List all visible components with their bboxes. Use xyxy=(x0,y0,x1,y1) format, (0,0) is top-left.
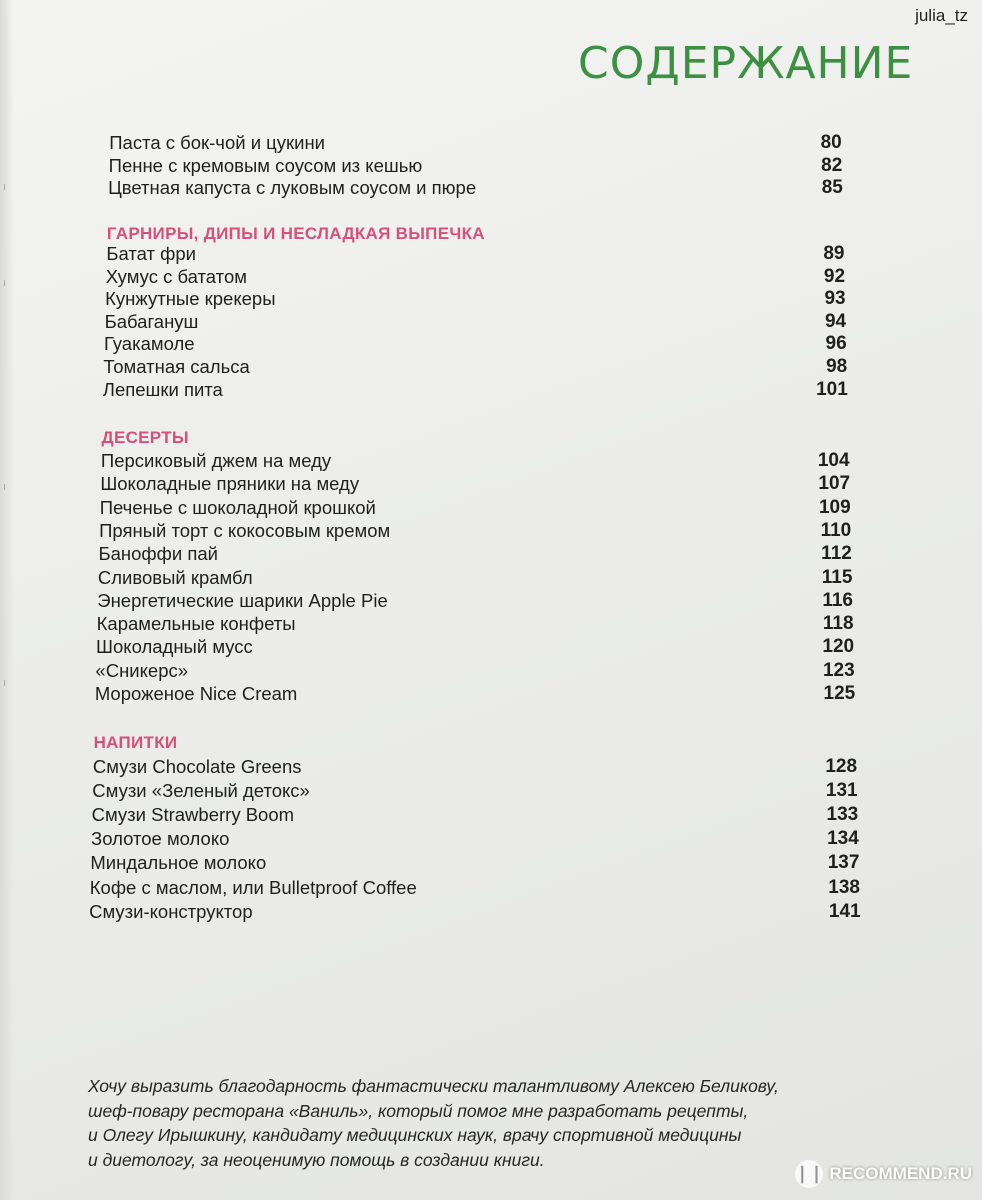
toc-entry xyxy=(0,288,982,312)
recommend-logo-icon: ❘❘ xyxy=(795,1160,823,1188)
toc-entry xyxy=(0,543,982,567)
user-watermark: julia_tz xyxy=(915,6,968,25)
entry-page-number: 131 xyxy=(825,780,858,802)
toc-entry xyxy=(0,450,982,474)
toc-entry xyxy=(0,660,982,684)
entry-title: Паста с бок-чой и цукини xyxy=(109,132,326,153)
entry-page-number: 115 xyxy=(821,566,853,588)
entry-title: Смузи Strawberry Boom xyxy=(91,804,295,826)
entry-title: Баноффи пай xyxy=(98,543,218,565)
entry-page-number: 112 xyxy=(821,543,852,565)
entry-page-number: 85 xyxy=(821,177,843,198)
entry-title: Лепешки пита xyxy=(102,378,223,400)
toc-entry xyxy=(0,756,982,780)
acknowledgement-line: Хочу выразить благодарность фантастически талантливому Алексею Беликову, xyxy=(88,1076,779,1096)
entry-page-number: 109 xyxy=(818,496,851,518)
entry-title: Мороженое Nice Cream xyxy=(94,683,298,704)
toc-entry xyxy=(0,266,982,290)
page-title: СОДЕРЖАНИЕ xyxy=(578,38,914,89)
entry-page-number: 80 xyxy=(820,132,842,153)
site-watermark-text: RECOMMEND.RU xyxy=(829,1164,972,1183)
entry-page-number: 92 xyxy=(823,265,846,287)
acknowledgement-line: шеф-повару ресторана «Ваниль», который помог мне разработать рецепты, xyxy=(88,1100,749,1121)
entry-title: Хумус с бататом xyxy=(105,265,247,287)
entry-page-number: 138 xyxy=(828,876,860,898)
entry-title: Энергетические шарики Apple Pie xyxy=(97,589,388,611)
entry-title: Миндальное молоко xyxy=(90,852,267,874)
toc-entry xyxy=(0,473,982,497)
entry-page-number: 89 xyxy=(823,243,845,264)
entry-page-number: 110 xyxy=(820,519,852,541)
entry-page-number: 96 xyxy=(825,333,847,355)
toc-entry xyxy=(0,852,982,876)
entry-page-number: 107 xyxy=(818,473,851,495)
entry-title: Сливовый крамбл xyxy=(97,566,253,588)
entry-page-number: 134 xyxy=(827,828,859,850)
toc-entry xyxy=(0,780,982,804)
section-heading: ГАРНИРЫ, ДИПЫ И НЕСЛАДКАЯ ВЫПЕЧКА xyxy=(106,224,485,243)
acknowledgement-line: и Олегу Ирышкину, кандидату медицинских наук, врачу спортивной медицины xyxy=(88,1125,742,1145)
entry-title: Пряный торт с кокосовым кремом xyxy=(99,519,391,541)
entry-title: Томатная сальса xyxy=(103,356,250,377)
toc-entry xyxy=(0,901,982,925)
toc-entry xyxy=(0,497,982,521)
entry-title: Шоколадные пряники на меду xyxy=(100,473,360,495)
entry-page-number: 133 xyxy=(826,804,859,826)
entry-title: Пенне с кремовым соусом из кешью xyxy=(108,155,423,176)
entry-title: Бабагануш xyxy=(104,310,199,332)
entry-title: Карамельные конфеты xyxy=(96,613,296,635)
toc-entry xyxy=(0,132,982,156)
section-heading: НАПИТКИ xyxy=(93,733,178,752)
toc-entry xyxy=(0,379,982,403)
entry-page-number: 118 xyxy=(822,613,854,635)
entry-title: Шоколадный мусс xyxy=(96,636,253,658)
toc-entry xyxy=(0,177,982,201)
toc-entry xyxy=(0,613,982,637)
toc-entry xyxy=(0,311,982,335)
toc-entry xyxy=(0,333,982,357)
section-heading: ДЕСЕРТЫ xyxy=(101,428,189,447)
toc-entry xyxy=(0,590,982,614)
acknowledgement-line: и диетологу, за неоценимую помощь в создании книги. xyxy=(88,1149,545,1170)
toc-entry xyxy=(0,804,982,828)
toc-entry xyxy=(0,567,982,591)
entry-page-number: 120 xyxy=(822,636,855,658)
entry-title: Батат фри xyxy=(106,243,196,264)
entry-page-number: 93 xyxy=(824,288,846,310)
entry-title: Кунжутные крекеры xyxy=(105,288,276,310)
toc-entry xyxy=(0,155,982,179)
entry-page-number: 116 xyxy=(822,589,853,611)
entry-title: Печенье с шоколадной крошкой xyxy=(99,496,376,518)
entry-title: Персиковый джем на меду xyxy=(100,450,332,471)
entry-page-number: 137 xyxy=(827,852,860,874)
toc-entry xyxy=(0,683,982,707)
entry-title: Цветная капуста с луковым соусом и пюре xyxy=(108,177,477,198)
entry-title: Смузи Chocolate Greens xyxy=(92,756,302,777)
entry-title: Золотое молоко xyxy=(91,828,230,850)
entry-page-number: 123 xyxy=(822,659,855,681)
entry-page-number: 98 xyxy=(826,356,848,377)
entry-page-number: 104 xyxy=(817,450,850,471)
entry-page-number: 94 xyxy=(824,310,847,332)
entry-page-number: 82 xyxy=(821,155,843,176)
site-watermark xyxy=(795,1160,972,1188)
toc-entry xyxy=(0,243,982,267)
entry-title: Смузи «Зеленый детокс» xyxy=(92,780,310,802)
toc-entry xyxy=(0,636,982,660)
entry-page-number: 125 xyxy=(823,683,856,704)
entry-page-number: 101 xyxy=(816,378,848,400)
entry-title: Кофе с маслом, или Bulletproof Coffee xyxy=(89,876,417,898)
entry-page-number: 141 xyxy=(828,900,861,922)
toc-entry xyxy=(0,356,982,380)
entry-title: Смузи-конструктор xyxy=(89,900,253,922)
toc-entry xyxy=(0,828,982,852)
acknowledgement xyxy=(88,1074,848,1172)
toc-entry xyxy=(0,520,982,544)
toc-entry xyxy=(0,877,982,901)
entry-title: «Сникерс» xyxy=(95,659,189,681)
entry-page-number: 128 xyxy=(825,756,858,777)
entry-title: Гуакамоле xyxy=(103,333,195,355)
